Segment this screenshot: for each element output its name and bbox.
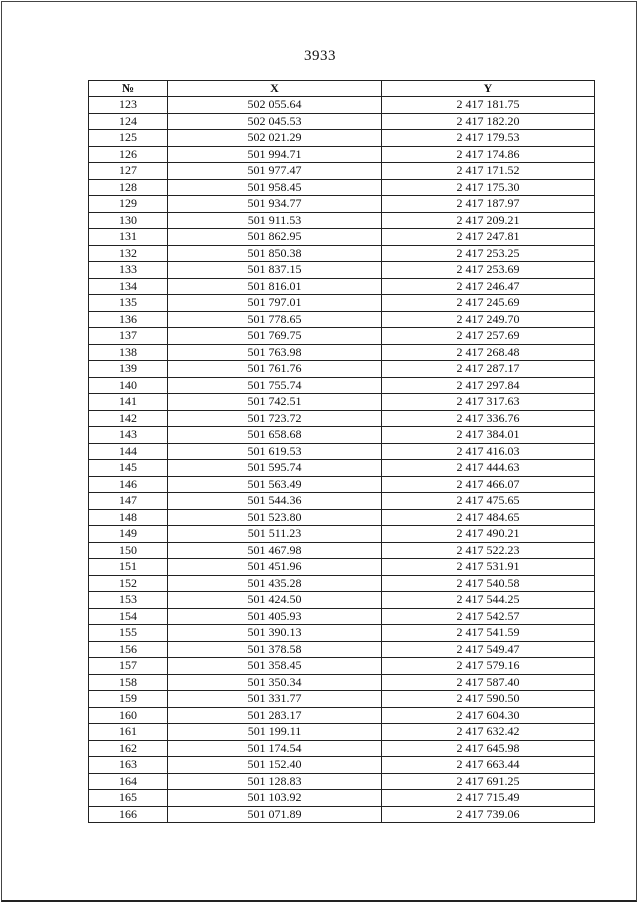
cell-number: 144: [89, 443, 168, 460]
cell-y: 2 417 384.01: [382, 427, 595, 444]
cell-x: 501 424.50: [168, 592, 382, 609]
table-row: [89, 344, 595, 361]
cell-number: 126: [89, 146, 168, 163]
cell-y: 2 417 171.52: [382, 163, 595, 180]
cell-number: 148: [89, 509, 168, 526]
cell-y: 2 417 175.30: [382, 179, 595, 196]
cell-y: 2 417 257.69: [382, 328, 595, 345]
cell-number: 166: [89, 806, 168, 823]
table-row: [89, 641, 595, 658]
cell-y: 2 417 247.81: [382, 229, 595, 246]
table-row: [89, 245, 595, 262]
cell-x: 501 595.74: [168, 460, 382, 477]
cell-number: 152: [89, 575, 168, 592]
cell-x: 501 390.13: [168, 625, 382, 642]
cell-x: 501 467.98: [168, 542, 382, 559]
cell-x: 501 544.36: [168, 493, 382, 510]
table-row: [89, 212, 595, 229]
cell-y: 2 417 245.69: [382, 295, 595, 312]
cell-x: 501 174.54: [168, 740, 382, 757]
page-number: 3933: [304, 48, 336, 64]
cell-number: 130: [89, 212, 168, 229]
cell-y: 2 417 336.76: [382, 410, 595, 427]
cell-x: 502 055.64: [168, 97, 382, 114]
cell-x: 501 071.89: [168, 806, 382, 823]
cell-number: 156: [89, 641, 168, 658]
cell-x: 501 378.58: [168, 641, 382, 658]
cell-number: 137: [89, 328, 168, 345]
cell-x: 501 199.11: [168, 724, 382, 741]
cell-y: 2 417 691.25: [382, 773, 595, 790]
cell-x: 501 283.17: [168, 707, 382, 724]
table-row: [89, 262, 595, 279]
cell-y: 2 417 715.49: [382, 790, 595, 807]
table-row: [89, 476, 595, 493]
cell-x: 501 405.93: [168, 608, 382, 625]
table-row: [89, 757, 595, 774]
cell-number: 150: [89, 542, 168, 559]
cell-x: 501 435.28: [168, 575, 382, 592]
table-row: [89, 575, 595, 592]
cell-x: 501 128.83: [168, 773, 382, 790]
cell-number: 161: [89, 724, 168, 741]
table-row: [89, 608, 595, 625]
table-row: [89, 625, 595, 642]
table-row: [89, 377, 595, 394]
cell-y: 2 417 317.63: [382, 394, 595, 411]
table-row: [89, 592, 595, 609]
table-row: [89, 113, 595, 130]
cell-number: 163: [89, 757, 168, 774]
cell-number: 165: [89, 790, 168, 807]
table-row: [89, 394, 595, 411]
cell-x: 501 152.40: [168, 757, 382, 774]
table-row: [89, 427, 595, 444]
cell-x: 501 769.75: [168, 328, 382, 345]
table-row: [89, 707, 595, 724]
cell-y: 2 417 531.91: [382, 559, 595, 576]
cell-y: 2 417 542.57: [382, 608, 595, 625]
cell-x: 501 761.76: [168, 361, 382, 378]
cell-number: 149: [89, 526, 168, 543]
cell-x: 501 619.53: [168, 443, 382, 460]
cell-x: 502 045.53: [168, 113, 382, 130]
table-row: [89, 806, 595, 823]
cell-x: 501 850.38: [168, 245, 382, 262]
cell-number: 145: [89, 460, 168, 477]
cell-y: 2 417 544.25: [382, 592, 595, 609]
cell-number: 147: [89, 493, 168, 510]
cell-number: 153: [89, 592, 168, 609]
coordinates-table: [88, 80, 595, 823]
table-header-row: [89, 81, 595, 97]
cell-x: 501 451.96: [168, 559, 382, 576]
cell-y: 2 417 490.21: [382, 526, 595, 543]
table-body: [89, 97, 595, 823]
cell-y: 2 417 246.47: [382, 278, 595, 295]
cell-x: 501 778.65: [168, 311, 382, 328]
cell-y: 2 417 466.07: [382, 476, 595, 493]
cell-x: 501 358.45: [168, 658, 382, 675]
cell-y: 2 417 287.17: [382, 361, 595, 378]
table-row: [89, 97, 595, 114]
cell-x: 501 755.74: [168, 377, 382, 394]
cell-number: 154: [89, 608, 168, 625]
cell-number: 128: [89, 179, 168, 196]
table-row: [89, 130, 595, 147]
cell-number: 139: [89, 361, 168, 378]
cell-number: 129: [89, 196, 168, 213]
table-row: [89, 278, 595, 295]
table-row: [89, 740, 595, 757]
table-row: [89, 179, 595, 196]
cell-number: 127: [89, 163, 168, 180]
cell-x: 501 658.68: [168, 427, 382, 444]
cell-y: 2 417 522.23: [382, 542, 595, 559]
cell-y: 2 417 444.63: [382, 460, 595, 477]
cell-y: 2 417 297.84: [382, 377, 595, 394]
header-y: Y: [382, 81, 595, 97]
cell-y: 2 417 739.06: [382, 806, 595, 823]
table-row: [89, 790, 595, 807]
cell-y: 2 417 663.44: [382, 757, 595, 774]
cell-number: 142: [89, 410, 168, 427]
cell-x: 501 331.77: [168, 691, 382, 708]
cell-y: 2 417 174.86: [382, 146, 595, 163]
table-row: [89, 163, 595, 180]
table-row: [89, 526, 595, 543]
cell-x: 501 837.15: [168, 262, 382, 279]
cell-x: 501 797.01: [168, 295, 382, 312]
cell-y: 2 417 475.65: [382, 493, 595, 510]
cell-x: 501 350.34: [168, 674, 382, 691]
cell-y: 2 417 541.59: [382, 625, 595, 642]
table-row: [89, 658, 595, 675]
cell-number: 140: [89, 377, 168, 394]
cell-number: 134: [89, 278, 168, 295]
cell-x: 501 994.71: [168, 146, 382, 163]
cell-x: 501 911.53: [168, 212, 382, 229]
cell-y: 2 417 181.75: [382, 97, 595, 114]
table-row: [89, 460, 595, 477]
cell-number: 138: [89, 344, 168, 361]
cell-number: 123: [89, 97, 168, 114]
cell-y: 2 417 540.58: [382, 575, 595, 592]
cell-number: 151: [89, 559, 168, 576]
cell-number: 132: [89, 245, 168, 262]
cell-number: 157: [89, 658, 168, 675]
table-row: [89, 559, 595, 576]
cell-y: 2 417 579.16: [382, 658, 595, 675]
table-row: [89, 509, 595, 526]
cell-number: 131: [89, 229, 168, 246]
cell-x: 501 977.47: [168, 163, 382, 180]
cell-y: 2 417 587.40: [382, 674, 595, 691]
cell-x: 501 958.45: [168, 179, 382, 196]
cell-y: 2 417 604.30: [382, 707, 595, 724]
table-row: [89, 542, 595, 559]
cell-x: 501 511.23: [168, 526, 382, 543]
table-row: [89, 691, 595, 708]
cell-x: 501 523.80: [168, 509, 382, 526]
cell-number: 133: [89, 262, 168, 279]
table-row: [89, 410, 595, 427]
table-row: [89, 311, 595, 328]
table-row: [89, 493, 595, 510]
cell-y: 2 417 632.42: [382, 724, 595, 741]
cell-number: 141: [89, 394, 168, 411]
cell-x: 501 723.72: [168, 410, 382, 427]
table-row: [89, 146, 595, 163]
table-row: [89, 773, 595, 790]
cell-x: 501 862.95: [168, 229, 382, 246]
cell-number: 135: [89, 295, 168, 312]
cell-y: 2 417 182.20: [382, 113, 595, 130]
cell-x: 501 742.51: [168, 394, 382, 411]
cell-y: 2 417 416.03: [382, 443, 595, 460]
cell-y: 2 417 249.70: [382, 311, 595, 328]
cell-number: 162: [89, 740, 168, 757]
table-row: [89, 361, 595, 378]
cell-number: 136: [89, 311, 168, 328]
cell-x: 501 103.92: [168, 790, 382, 807]
table-row: [89, 196, 595, 213]
header-x: X: [168, 81, 382, 97]
cell-x: 501 934.77: [168, 196, 382, 213]
cell-number: 143: [89, 427, 168, 444]
table-row: [89, 674, 595, 691]
cell-number: 164: [89, 773, 168, 790]
table-row: [89, 229, 595, 246]
table-row: [89, 724, 595, 741]
cell-number: 146: [89, 476, 168, 493]
cell-y: 2 417 253.69: [382, 262, 595, 279]
cell-number: 124: [89, 113, 168, 130]
cell-x: 501 816.01: [168, 278, 382, 295]
cell-y: 2 417 645.98: [382, 740, 595, 757]
table-row: [89, 295, 595, 312]
cell-number: 125: [89, 130, 168, 147]
cell-y: 2 417 268.48: [382, 344, 595, 361]
cell-number: 158: [89, 674, 168, 691]
cell-y: 2 417 209.21: [382, 212, 595, 229]
cell-x: 501 763.98: [168, 344, 382, 361]
cell-x: 502 021.29: [168, 130, 382, 147]
cell-number: 160: [89, 707, 168, 724]
cell-y: 2 417 253.25: [382, 245, 595, 262]
table-row: [89, 443, 595, 460]
header-number: №: [89, 81, 168, 97]
cell-number: 159: [89, 691, 168, 708]
cell-y: 2 417 179.53: [382, 130, 595, 147]
cell-y: 2 417 590.50: [382, 691, 595, 708]
cell-y: 2 417 549.47: [382, 641, 595, 658]
cell-number: 155: [89, 625, 168, 642]
cell-x: 501 563.49: [168, 476, 382, 493]
cell-y: 2 417 484.65: [382, 509, 595, 526]
table-row: [89, 328, 595, 345]
cell-y: 2 417 187.97: [382, 196, 595, 213]
